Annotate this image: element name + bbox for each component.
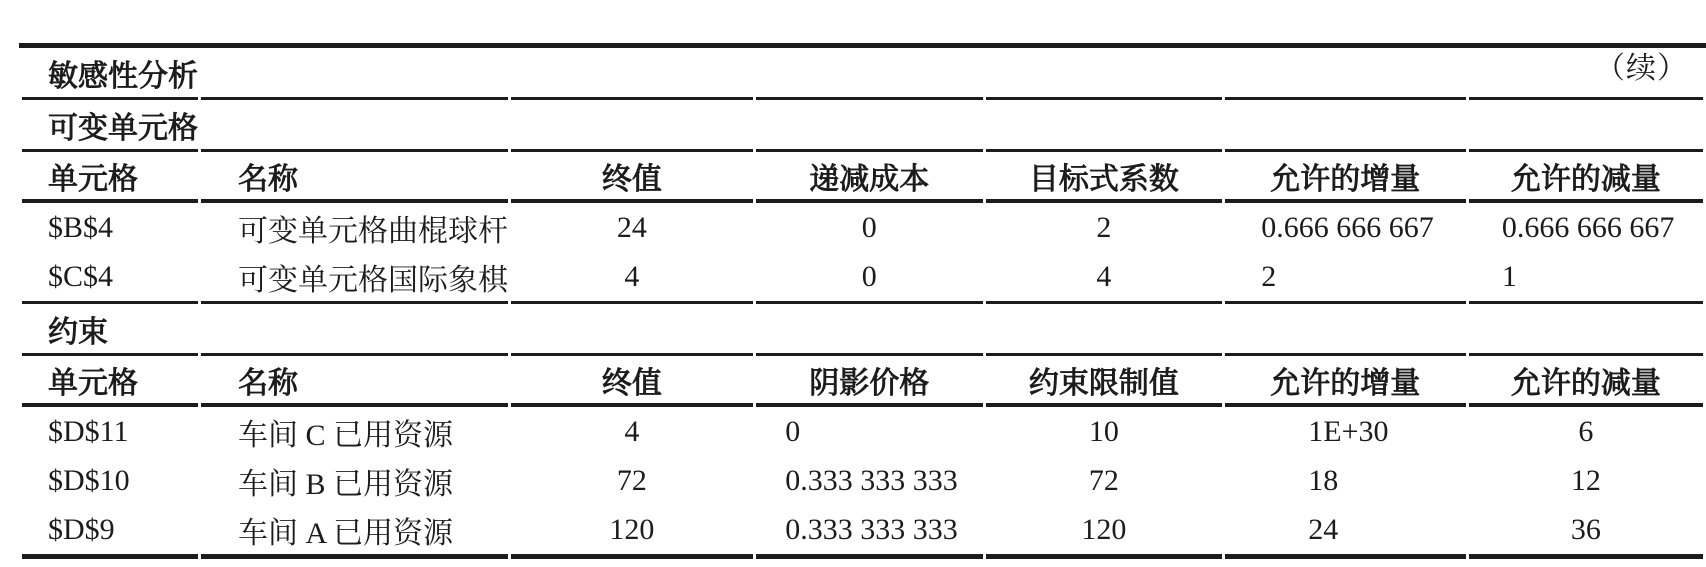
- cell-ref: $B$4: [48, 210, 114, 244]
- column-header-objective-coefficient: 目标式系数: [986, 152, 1222, 203]
- column-header-final-value: 终值: [511, 152, 753, 203]
- value-constraint-rhs: 10: [1088, 414, 1119, 448]
- spacer-cell: [756, 100, 983, 152]
- aligned-number: 2: [1261, 259, 1277, 293]
- spacer-cell: [1225, 48, 1466, 100]
- value-shadow-price: [756, 456, 983, 505]
- value-reduced-cost: 0: [861, 210, 877, 244]
- column-header-allowable-decrease: 允许的减量: [1469, 356, 1703, 407]
- value-allowable-increase: [1225, 505, 1466, 559]
- value-reduced-cost: 0: [756, 252, 983, 304]
- spacer-cell: [1225, 100, 1466, 152]
- column-header-allowable-increase: 允许的增量: [1225, 356, 1466, 407]
- value-shadow-price: [756, 505, 983, 559]
- value-objective-coefficient: 4: [986, 252, 1222, 304]
- spacer-cell: [511, 100, 753, 152]
- value-final: 4: [511, 252, 753, 304]
- value-allowable-decrease: 12: [1570, 463, 1601, 497]
- spacer-cell: [511, 48, 753, 100]
- spacer-cell: [1225, 304, 1466, 356]
- cell-name: 可变单元格国际象棋: [201, 252, 508, 304]
- spacer-cell: [756, 304, 983, 356]
- aligned-number: 1: [1501, 259, 1517, 293]
- column-header-final-value: 终值: [511, 356, 753, 407]
- spacer-cell: [511, 304, 753, 356]
- continued-marker: （续）: [1595, 52, 1688, 85]
- value-allowable-decrease: 36: [1469, 505, 1703, 559]
- section-title-row-variable-cells: [22, 100, 1703, 152]
- section-title: 约束: [22, 304, 198, 356]
- report-title: 敏感性分析: [22, 48, 198, 100]
- sensitivity-report-page: [0, 43, 1706, 567]
- cell-ref: $D$10: [48, 463, 130, 497]
- value-constraint-rhs: 120: [986, 505, 1222, 559]
- value-allowable-decrease: 6: [1578, 414, 1594, 448]
- table-row: [22, 505, 1703, 559]
- value-allowable-decrease: [1469, 252, 1703, 304]
- value-objective-coefficient: 2: [1096, 210, 1112, 244]
- spacer-cell: [201, 100, 508, 152]
- cell-name: 车间 C 已用资源: [238, 418, 454, 452]
- aligned-number: 0.333 333 333: [785, 512, 958, 546]
- spacer-cell: [201, 48, 508, 100]
- aligned-number: 0: [785, 414, 801, 448]
- value-allowable-decrease: [1469, 203, 1703, 252]
- value-allowable-increase: [1225, 203, 1466, 252]
- column-header-constraint-rhs: 约束限制值: [986, 356, 1222, 407]
- cell-ref: $C$4: [22, 252, 198, 304]
- table-row: [22, 203, 1703, 252]
- column-header-reduced-cost: 递减成本: [756, 152, 983, 203]
- value-allowable-increase: [1225, 407, 1466, 456]
- aligned-number: 1E+30: [1308, 414, 1389, 448]
- spacer-cell: [986, 100, 1222, 152]
- spacer-cell: [986, 48, 1222, 100]
- value-constraint-rhs: 72: [1088, 463, 1119, 497]
- aligned-number: 0.333 333 333: [785, 463, 958, 497]
- table-row: [22, 407, 1703, 456]
- cell-ref: $D$11: [48, 414, 129, 448]
- aligned-number: 0.666 666 667: [1261, 210, 1434, 244]
- section-title-row-constraints: [22, 304, 1703, 356]
- value-final: 24: [616, 210, 647, 244]
- cell-name: 车间 A 已用资源: [201, 505, 508, 559]
- column-header-row: [22, 152, 1703, 203]
- sensitivity-report-table: [19, 43, 1706, 559]
- value-final: 4: [624, 414, 640, 448]
- spacer-cell: [756, 48, 983, 100]
- cell-name: 可变单元格曲棍球杆: [238, 214, 508, 248]
- value-allowable-increase: [1225, 456, 1466, 505]
- column-header-allowable-decrease: 允许的减量: [1469, 152, 1703, 203]
- spacer-cell: [1469, 100, 1703, 152]
- column-header-shadow-price: 阴影价格: [756, 356, 983, 407]
- column-header-cell-ref: 单元格: [22, 152, 198, 203]
- table-row: [22, 456, 1703, 505]
- aligned-number: 0.666 666 667: [1501, 210, 1675, 244]
- report-title-row: [22, 48, 1703, 100]
- spacer-cell: [986, 304, 1222, 356]
- column-header-allowable-increase: 允许的增量: [1225, 152, 1466, 203]
- cell-ref: $D$9: [22, 505, 198, 559]
- table-row: [22, 252, 1703, 304]
- aligned-number: 24: [1308, 512, 1339, 546]
- section-title: 可变单元格: [22, 100, 198, 152]
- value-shadow-price: [756, 407, 983, 456]
- value-final: 72: [616, 463, 647, 497]
- spacer-cell: [201, 304, 508, 356]
- value-allowable-increase: [1225, 252, 1466, 304]
- spacer-cell: [1469, 304, 1703, 356]
- aligned-number: 18: [1308, 463, 1339, 497]
- column-header-row: [22, 356, 1703, 407]
- column-header-cell-ref: 单元格: [22, 356, 198, 407]
- column-header-name: 名称: [201, 356, 508, 407]
- cell-name: 车间 B 已用资源: [238, 467, 454, 501]
- value-final: 120: [511, 505, 753, 559]
- column-header-name: 名称: [201, 152, 508, 203]
